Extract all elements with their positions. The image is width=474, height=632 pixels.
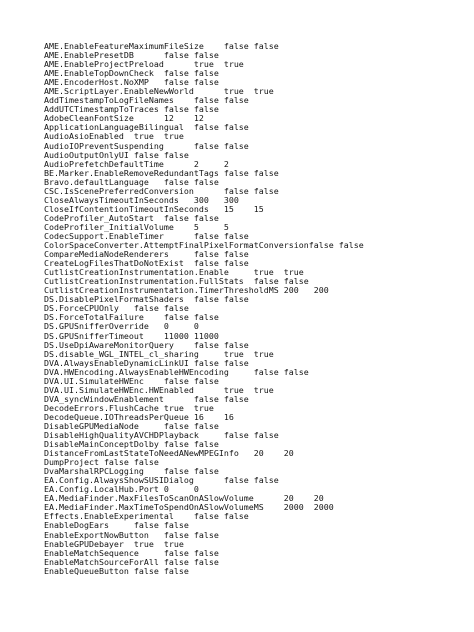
preference-line: CloseIfContentionTimeoutInSeconds 15 15 — [44, 203, 264, 214]
preference-line: AddTimestampToLogFileNames false false — [44, 95, 249, 106]
preference-line: CodeProfiler_InitialVolume 5 5 — [44, 221, 229, 232]
preference-line: AudioAsioEnabled true true — [44, 131, 184, 142]
preference-line: DecodeErrors.FlushCache true true — [44, 402, 214, 413]
preference-line: DumpProject false false — [44, 457, 159, 468]
preference-line: ApplicationLanguageBilingual false false — [44, 122, 249, 133]
preference-line: EnableMatchSourceForAll false false — [44, 556, 219, 567]
preference-line: DisableMainConceptDolby false false — [44, 439, 219, 450]
preference-line: AME.ScriptLayer.EnableNewWorld true true — [44, 86, 274, 97]
preference-line: DVA.UI.SimulateHWEnc false false — [44, 375, 219, 386]
preference-list — [44, 42, 464, 576]
preference-line: EA.Config.AlwaysShowSUSIDialog false false — [44, 475, 279, 486]
preference-line: AME.EncoderHost.NoXMP false false — [44, 77, 219, 88]
preference-line: DS.ForceCPUOnly false false — [44, 303, 189, 314]
preference-line: DS.UseDpiAwareMonitorQuery false false — [44, 339, 249, 350]
preference-line: EnableExportNowButton false false — [44, 529, 219, 540]
preference-line: DS.GPUSnifferOverride 0 0 — [44, 321, 199, 332]
preference-line: DS.ForceTotalFailure false false — [44, 312, 219, 323]
preference-line: EnableGPUDebayer true true — [44, 538, 184, 549]
preference-line: DS.GPUSnifferTimeout 11000 11000 — [44, 330, 219, 341]
preference-line: CutlistCreationInstrumentation.FullStats false false — [44, 276, 309, 287]
preference-line: CodecSupport.EnableTimer false false — [44, 230, 249, 241]
preference-line: DVA.HWEncoding.AlwaysEnableHWEncoding false false — [44, 366, 309, 377]
preference-line: Bravo.defaultLanguage false false — [44, 176, 219, 187]
preference-line: AudioPrefetchDefaultTime 2 2 — [44, 158, 229, 169]
preference-line: AME.EnableProjectPreload true true — [44, 59, 244, 70]
preference-line: EA.MediaFinder.MaxFilesToScanOnASlowVolume 20 20 — [44, 493, 324, 504]
preference-line: BE.Marker.EnableRemoveRedundantTags false false — [44, 167, 279, 178]
preference-line: CSC.IsScenePreferredConversion false false — [44, 185, 279, 196]
preference-line: CompareMediaNodeRenderers false false — [44, 249, 249, 260]
preference-line: EnableMatchSequence false false — [44, 547, 219, 558]
preference-line: CloseAlwaysTimeoutInSeconds 300 300 — [44, 194, 239, 205]
preference-line: DVA.UI.SimulateHWEnc.HWEnabled true true — [44, 384, 274, 395]
preference-line: EA.Config.LocalHub.Port 0 0 — [44, 484, 199, 495]
preference-line: CutlistCreationInstrumentation.TimerThresholdMS 200 200 — [44, 285, 329, 296]
preference-line: DvaMarshalRPCLogging false false — [44, 466, 219, 477]
preference-line: AME.EnableFeatureMaximumFileSize false false — [44, 41, 279, 51]
preference-line: DVA_syncWindowEnablement false false — [44, 393, 249, 404]
preference-line: EnableQueueButton false false — [44, 565, 189, 576]
preference-line: Effects.EnableExperimental false false — [44, 511, 249, 522]
preference-line: AudioIOPreventSuspending false false — [44, 140, 249, 151]
preference-line: DisableHighQualityAVCHDPlayback false false — [44, 430, 279, 441]
preference-line: AdobeCleanFontSize 12 12 — [44, 113, 204, 124]
preference-line: DisableGPUMediaNode false false — [44, 420, 219, 431]
preference-line: AudioOutputOnlyUI false false — [44, 149, 189, 160]
preference-line: AME.EnableTopDownCheck false false — [44, 68, 219, 79]
preference-line: DS.disable_WGL_INTEL_cl_sharing true true — [44, 348, 274, 359]
preference-line: AddUTCTimestampToTraces false false — [44, 104, 219, 115]
preference-line: DS.DisablePixelFormatShaders false false — [44, 294, 249, 305]
preference-line: CreateLogFilesThatDoNotExist false false — [44, 258, 249, 269]
preference-line: DVA.AlwaysEnableDynamicLinkUI false false — [44, 357, 249, 368]
preference-line: EnableDogEars false false — [44, 520, 189, 531]
preference-line: DistanceFromLastStateToNeedANewMPEGInfo 20 20 — [44, 448, 294, 459]
preference-line: EA.MediaFinder.MaxTimeToSpendOnASlowVolumeMS 2000 2000 — [44, 502, 334, 513]
preference-line: ColorSpaceConverter.AttemptFinalPixelFormatConversionfalse false — [44, 240, 364, 251]
preference-line: CodeProfiler_AutoStart false false — [44, 212, 219, 223]
preference-line: DecodeQueue.IOThreadsPerQueue 16 16 — [44, 411, 234, 422]
preference-line: CutlistCreationInstrumentation.Enable true true — [44, 267, 304, 278]
preference-line: AME.EnablePresetDB false false — [44, 50, 219, 61]
